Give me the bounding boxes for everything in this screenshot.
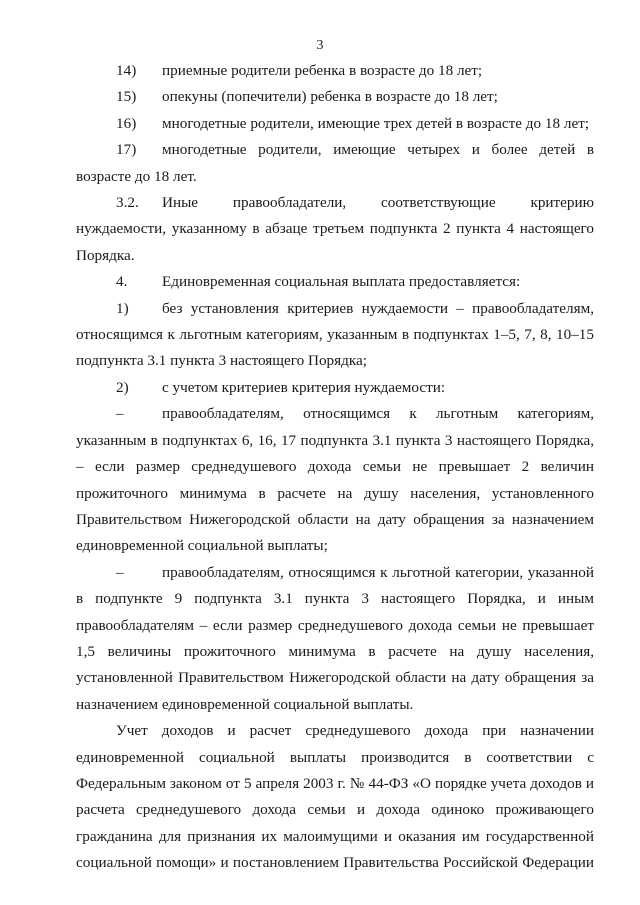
item-marker: 1) — [116, 299, 129, 317]
list-item-16 — [76, 111, 594, 137]
final-paragraph: Учет доходов и расчет среднедушевого дохода при назначении единовременной социальной выплаты производится в соответствии с Федеральным законом от 5 апреля 2003 г. № 44-ФЗ «О порядке учета доходов и расчета среднедушевого дохода семьи и дохода одиноко проживающего гражданина для признания их малоимущими и оказания им государственной социальной помощи» и постановлением Правительства Российской Федерации — [76, 722, 594, 872]
item-marker: 3.2. — [116, 194, 139, 212]
list-item-15 — [76, 84, 594, 110]
item-marker: 17) — [116, 141, 137, 159]
item-marker: – — [116, 405, 124, 423]
item-text: правообладателям, относящимся к льготным категориям, указанным в подпунктах 6, 16, 17 подпункта 3.1 пункта 3 настоящего Порядка, – если размер среднедушевого дохода семьи не превышает 2 величин прожиточного минимума в расчете на душу населения, установленного Правительством Нижегородской области на дату обращения за назначением единовременной социальной выплаты; — [76, 405, 594, 555]
item-text: Единовременная социальная выплата предоставляется: — [162, 273, 521, 291]
item-text: опекуны (попечители) ребенка в возрасте до 18 лет; — [162, 88, 498, 106]
item-marker: 16) — [116, 114, 137, 132]
item-text: без установления критериев нуждаемости – правообладателям, относящимся к льготным категориям, указанным в подпунктах 1–5, 7, 8, 10–15 подпункта 3.1 пункта 3 настоящего Порядка; — [76, 299, 594, 370]
dash-item-2 — [76, 560, 594, 718]
subitem-2 — [76, 375, 594, 401]
subitem-1 — [76, 296, 594, 375]
list-item-17 — [76, 137, 594, 190]
item-marker: 2) — [116, 378, 129, 396]
document-body — [76, 58, 594, 877]
item-text: приемные родители ребенка в возрасте до 18 лет; — [162, 62, 483, 79]
section-4 — [76, 269, 594, 295]
item-text: с учетом критериев критерия нуждаемости: — [162, 378, 446, 396]
item-text: правообладателям, относящимся к льготной категории, указанной в подпункте 9 подпункта 3.1 пункта 3 настоящего Порядка, и иным правообладателям – если размер среднедушевого дохода семьи не превышает 1,5 величины прожиточного минимума в расчете на душу населения, установленной Правительством Нижегородской области на дату обращения за назначением единовременной социальной выплаты. — [76, 563, 594, 713]
item-marker: 15) — [116, 88, 137, 106]
item-marker: 14) — [116, 62, 137, 79]
list-item-14 — [76, 58, 594, 84]
item-marker: – — [116, 563, 124, 581]
item-text: многодетные родители, имеющие четырех и более детей в возрасте до 18 лет. — [76, 141, 594, 185]
item-text: многодетные родители, имеющие трех детей в возрасте до 18 лет; — [162, 114, 590, 132]
page-number: 3 — [316, 38, 324, 53]
item-marker: 4. — [116, 273, 128, 291]
item-text: Иные правообладатели, соответствующие критерию нуждаемости, указанному в абзаце третьем подпункта 2 пункта 4 настоящего Порядка. — [76, 194, 594, 264]
section-3-2 — [76, 190, 594, 269]
dash-item-1 — [76, 401, 594, 559]
